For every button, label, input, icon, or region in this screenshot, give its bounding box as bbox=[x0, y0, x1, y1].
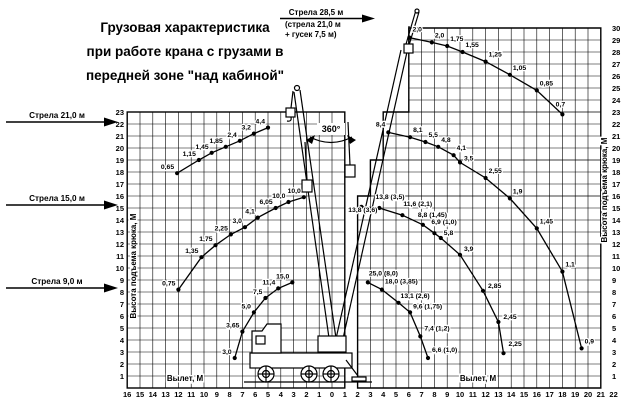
x-tick-left: 11 bbox=[187, 390, 196, 399]
y-tick-left: 13 bbox=[115, 228, 124, 237]
capacity-label: 0,9 bbox=[584, 338, 595, 346]
capacity-label: 11,6 (2,1) bbox=[403, 201, 433, 209]
y-axis-label-left: Высота подъема крюка, М bbox=[129, 213, 138, 319]
capacity-label: 8,8 (1,45) bbox=[417, 211, 447, 219]
x-tick-right: 22 bbox=[609, 390, 618, 399]
capacity-label: 7,5 bbox=[252, 289, 263, 296]
capacity-label: 2,85 bbox=[488, 282, 502, 290]
x-tick-right: 12 bbox=[481, 390, 490, 399]
capacity-label: 18,0 (3,85) bbox=[384, 278, 418, 286]
boom-arrow-1 bbox=[6, 111, 118, 127]
curve-point bbox=[213, 243, 217, 247]
capacity-label: 2,0 bbox=[434, 32, 445, 40]
y-tick-right: 21 bbox=[612, 132, 621, 141]
y-tick-right: 4 bbox=[612, 336, 617, 345]
y-tick-right: 14 bbox=[612, 216, 621, 225]
capacity-label: 0,85 bbox=[539, 80, 554, 88]
y-tick-left: 23 bbox=[115, 108, 124, 117]
y-tick-right: 16 bbox=[612, 192, 621, 201]
x-tick-right: 2 bbox=[355, 390, 360, 399]
curve-point bbox=[175, 171, 179, 175]
tackle-cable bbox=[348, 122, 350, 165]
title-line-2: при работе крана с грузами в bbox=[86, 44, 284, 59]
x-tick-right: 20 bbox=[583, 390, 593, 399]
jib-label-line: + гусек 7,5 м) bbox=[285, 30, 337, 39]
x-tick-left: 12 bbox=[174, 390, 183, 399]
y-tick-right: 3 bbox=[612, 348, 617, 357]
curve-point bbox=[418, 334, 422, 338]
capacity-label: 6,6 (1,0) bbox=[432, 347, 458, 354]
boom-arrow-label: Стрела 21,0 м bbox=[29, 111, 85, 120]
hook-block bbox=[286, 108, 295, 117]
curve-point bbox=[233, 356, 237, 360]
rotation-label: 360° bbox=[321, 124, 341, 134]
curve-point bbox=[560, 112, 564, 116]
capacity-label: 3,9 bbox=[464, 245, 474, 253]
x-axis-label-left: Вылет, М bbox=[166, 374, 204, 383]
x-tick-right: 18 bbox=[558, 390, 567, 399]
boom-arrow-3 bbox=[6, 277, 118, 293]
x-tick-right: 1 bbox=[342, 390, 347, 399]
swing-arc bbox=[310, 137, 352, 143]
tackle-block bbox=[345, 165, 355, 177]
boom-arrow-head bbox=[104, 284, 118, 293]
y-tick-right: 28 bbox=[612, 48, 621, 57]
y-tick-right: 11 bbox=[612, 252, 620, 261]
y-tick-left: 3 bbox=[119, 348, 124, 357]
y-tick-left: 1 bbox=[119, 372, 124, 381]
y-tick-left: 8 bbox=[119, 288, 124, 297]
curve-point bbox=[240, 330, 244, 334]
y-tick-left: 12 bbox=[115, 240, 124, 249]
curve-point bbox=[252, 132, 256, 136]
curve-point bbox=[421, 223, 425, 227]
curve-point bbox=[380, 288, 384, 292]
y-tick-right: 15 bbox=[612, 204, 621, 213]
curve-point bbox=[452, 153, 456, 157]
curve-point bbox=[445, 44, 449, 48]
curve-point bbox=[286, 200, 290, 204]
labels-layer bbox=[6, 8, 621, 399]
y-tick-right: 10 bbox=[612, 264, 621, 273]
y-tick-right: 5 bbox=[612, 324, 617, 333]
curve-point bbox=[266, 126, 270, 130]
curve-point bbox=[243, 225, 247, 229]
capacity-label: 1,35 bbox=[185, 248, 199, 256]
jib-label-line: (стрела 21,0 м bbox=[285, 20, 341, 29]
curve-point bbox=[496, 320, 500, 324]
curve-point bbox=[426, 356, 430, 360]
y-tick-right: 27 bbox=[612, 60, 621, 69]
title-line-1: Грузовая характеристика bbox=[100, 20, 270, 35]
capacity-label: 1,9 bbox=[512, 188, 523, 196]
y-tick-left: 7 bbox=[119, 300, 124, 309]
capacity-label: 3,5 bbox=[464, 155, 474, 163]
curve-point bbox=[229, 232, 233, 236]
capacity-label: 25,0 (8,0) bbox=[368, 270, 398, 278]
curve-point bbox=[535, 88, 539, 92]
curve-point bbox=[396, 301, 400, 305]
capacity-label: 9,6 (1,75) bbox=[413, 303, 443, 311]
y-tick-right: 9 bbox=[612, 276, 617, 285]
y-tick-left: 15 bbox=[115, 204, 124, 213]
x-axis-label-right: Вылет, М bbox=[459, 374, 497, 383]
curve-point bbox=[408, 310, 412, 314]
curve-point bbox=[430, 40, 434, 44]
capacity-label: 1,45 bbox=[539, 218, 554, 226]
y-tick-left: 14 bbox=[115, 216, 124, 225]
x-tick-left: 8 bbox=[227, 390, 232, 399]
boom-right-chord bbox=[340, 52, 407, 352]
x-tick-left: 5 bbox=[265, 390, 271, 399]
capacity-label: 8,4 bbox=[375, 121, 386, 129]
capacity-label: 5,5 bbox=[428, 132, 438, 139]
y-tick-right: 22 bbox=[612, 120, 621, 129]
capacity-label: 15,0 bbox=[276, 273, 290, 281]
x-tick-right: 15 bbox=[519, 390, 529, 399]
capacity-label: 1,1 bbox=[565, 261, 575, 269]
curve-point bbox=[238, 139, 242, 143]
capacity-label: 1,25 bbox=[488, 51, 502, 59]
y-tick-left: 21 bbox=[115, 132, 124, 141]
capacity-label: 0,7 bbox=[555, 101, 566, 109]
x-tick-right: 17 bbox=[545, 390, 554, 399]
left-grid-border bbox=[127, 112, 345, 388]
x-tick-right: 13 bbox=[494, 390, 503, 399]
y-tick-right: 30 bbox=[612, 24, 621, 33]
y-tick-right: 26 bbox=[612, 72, 621, 81]
curve-point bbox=[400, 213, 404, 217]
curve-point bbox=[436, 145, 440, 149]
capacity-label: 2,55 bbox=[488, 168, 502, 175]
y-tick-left: 10 bbox=[115, 264, 124, 273]
capacity-label: 1,05 bbox=[512, 64, 527, 72]
crane-turret bbox=[318, 336, 346, 352]
x-tick-left: 7 bbox=[240, 390, 245, 399]
capacity-label: 13,8 (3,6) bbox=[348, 207, 378, 214]
curves-layer bbox=[161, 27, 594, 361]
curve-point bbox=[386, 130, 390, 134]
x-tick-right: 6 bbox=[406, 390, 411, 399]
curve-point bbox=[407, 36, 411, 40]
y-tick-left: 20 bbox=[115, 144, 124, 153]
y-tick-left: 6 bbox=[119, 312, 124, 321]
x-tick-right: 11 bbox=[468, 390, 477, 399]
y-tick-left: 5 bbox=[119, 324, 124, 333]
curve-boom-9m-right bbox=[366, 270, 458, 360]
y-tick-right: 12 bbox=[612, 240, 621, 249]
x-tick-right: 3 bbox=[368, 390, 373, 399]
capacity-label: 3,65 bbox=[226, 322, 240, 330]
capacity-label: 8,1 bbox=[413, 127, 423, 135]
curve-point bbox=[256, 216, 260, 220]
capacity-label: 13,8 (3,5) bbox=[375, 193, 405, 201]
x-tick-left: 14 bbox=[148, 390, 157, 399]
x-tick-right: 16 bbox=[532, 390, 541, 399]
x-tick-left: 2 bbox=[304, 390, 309, 399]
curve-point bbox=[176, 288, 180, 292]
x-tick-right: 9 bbox=[445, 390, 450, 399]
y-tick-left: 11 bbox=[116, 252, 124, 261]
y-tick-right: 6 bbox=[612, 312, 617, 321]
y-tick-right: 7 bbox=[612, 300, 617, 309]
x-tick-right: 8 bbox=[432, 390, 437, 399]
curve-point bbox=[197, 158, 201, 162]
curve-point bbox=[439, 236, 443, 240]
jib-label bbox=[280, 8, 375, 39]
y-tick-right: 8 bbox=[612, 288, 617, 297]
capacity-label: 1,85 bbox=[209, 137, 223, 145]
curve-point bbox=[458, 160, 462, 164]
curve-point bbox=[484, 60, 488, 64]
curve-point bbox=[535, 226, 539, 230]
x-tick-left: 6 bbox=[253, 390, 258, 399]
capacity-label: 13,1 (2,6) bbox=[400, 292, 430, 300]
capacity-label: 11,4 bbox=[262, 279, 276, 287]
curve-point bbox=[560, 270, 564, 274]
capacity-label: 1,45 bbox=[195, 143, 209, 151]
outrigger-pad bbox=[352, 377, 366, 381]
truck-wheel bbox=[301, 366, 317, 382]
capacity-label: 2,4 bbox=[227, 131, 237, 139]
x-tick-left: 0 bbox=[329, 390, 335, 399]
capacity-label: 6,05 bbox=[259, 199, 273, 206]
x-tick-left: 1 bbox=[317, 390, 322, 399]
capacity-label: 2,45 bbox=[503, 314, 517, 321]
x-tick-right: 10 bbox=[455, 390, 465, 399]
curve-point bbox=[366, 280, 370, 284]
curve-boom-21m-left bbox=[161, 119, 270, 176]
hook-block bbox=[404, 44, 413, 53]
capacity-label: 3,0 bbox=[222, 349, 232, 356]
curve-point bbox=[302, 195, 306, 199]
capacity-label: 3,0 bbox=[232, 218, 242, 226]
x-tick-right: 21 bbox=[596, 390, 605, 399]
y-tick-left: 16 bbox=[115, 192, 124, 201]
x-tick-right: 4 bbox=[381, 390, 386, 399]
capacity-label: 3,2 bbox=[241, 124, 251, 132]
capacity-label: 1,75 bbox=[199, 236, 213, 244]
curve-point bbox=[423, 140, 427, 144]
y-tick-right: 13 bbox=[612, 228, 621, 237]
x-tick-left: 16 bbox=[123, 390, 132, 399]
curve-point bbox=[199, 255, 203, 259]
y-tick-right: 19 bbox=[612, 156, 621, 165]
x-tick-left: 10 bbox=[199, 390, 209, 399]
capacity-label: 7,4 (1,2) bbox=[424, 325, 450, 333]
capacity-label: 4,8 bbox=[441, 136, 451, 144]
y-tick-right: 20 bbox=[612, 144, 621, 153]
y-tick-left: 19 bbox=[115, 156, 124, 165]
capacity-label: 10,0 bbox=[272, 193, 286, 200]
truck-wheel bbox=[258, 366, 274, 382]
y-tick-right: 2 bbox=[612, 360, 617, 369]
capacity-label: 2,25 bbox=[214, 225, 228, 233]
y-tick-right: 1 bbox=[612, 372, 617, 381]
curve-point bbox=[263, 296, 267, 300]
boom-arrow-label: Стрела 9,0 м bbox=[31, 277, 83, 286]
capacity-label: 2,25 bbox=[508, 341, 522, 349]
capacity-label: 1,75 bbox=[450, 36, 464, 43]
curve-point bbox=[252, 310, 256, 314]
capacity-label: 5,0 bbox=[241, 303, 251, 311]
y-tick-right: 25 bbox=[612, 84, 621, 93]
capacity-label: 1,15 bbox=[182, 151, 196, 158]
y-tick-left: 22 bbox=[115, 120, 124, 129]
curve-point bbox=[458, 253, 462, 257]
y-tick-left: 18 bbox=[115, 168, 124, 177]
x-tick-right: 19 bbox=[571, 390, 580, 399]
capacity-label: 4,4 bbox=[255, 118, 265, 126]
jib-label-line: Стрела 28,5 м bbox=[288, 8, 344, 17]
jib-arrow-head bbox=[362, 15, 375, 23]
x-tick-right: 14 bbox=[507, 390, 516, 399]
capacity-label: 0,65 bbox=[160, 164, 175, 172]
capacity-label: 5,8 bbox=[443, 230, 454, 237]
y-tick-right: 18 bbox=[612, 168, 621, 177]
curve-point bbox=[484, 176, 488, 180]
x-tick-right: 5 bbox=[393, 390, 399, 399]
capacity-label: 4,1 bbox=[245, 208, 255, 216]
capacity-label: 0,75 bbox=[162, 280, 176, 288]
y-tick-right: 29 bbox=[612, 36, 621, 45]
jib-tip-pulley bbox=[415, 9, 419, 13]
boom-arrow-label: Стрела 15,0 м bbox=[29, 194, 85, 203]
y-axis-label-right: Высота подъема крюка, М bbox=[600, 137, 609, 243]
curve-point bbox=[501, 351, 505, 355]
x-tick-left: 3 bbox=[291, 390, 296, 399]
y-tick-right: 24 bbox=[612, 96, 621, 105]
capacity-label: 4,1 bbox=[456, 145, 467, 153]
y-tick-right: 23 bbox=[612, 108, 621, 117]
capacity-label: 1,55 bbox=[465, 42, 479, 49]
boom-right-chord bbox=[333, 50, 401, 352]
curve-point bbox=[580, 346, 584, 350]
y-tick-left: 9 bbox=[119, 276, 124, 285]
x-tick-left: 15 bbox=[135, 390, 145, 399]
curve-point bbox=[408, 135, 412, 139]
left-grid bbox=[127, 112, 345, 388]
x-tick-left: 13 bbox=[161, 390, 170, 399]
y-tick-right: 17 bbox=[612, 180, 621, 189]
y-tick-left: 2 bbox=[119, 360, 124, 369]
curve-point bbox=[274, 206, 278, 210]
x-tick-right: 7 bbox=[419, 390, 424, 399]
tackle-block bbox=[302, 180, 312, 192]
curve-point bbox=[432, 231, 436, 235]
boom-arrow-2 bbox=[6, 194, 118, 210]
curve-point bbox=[508, 73, 512, 77]
curve-point bbox=[460, 50, 464, 54]
y-tick-left: 4 bbox=[119, 336, 124, 345]
x-tick-left: 9 bbox=[214, 390, 219, 399]
boom-left-hoist-cable bbox=[291, 91, 293, 108]
title-line-3: передней зоне "над кабиной" bbox=[85, 68, 285, 83]
curve-point bbox=[210, 151, 214, 155]
capacity-label: 6,9 (1,0) bbox=[431, 219, 457, 227]
curve-point bbox=[508, 196, 512, 200]
curve-point bbox=[224, 145, 228, 149]
curve-point bbox=[377, 206, 381, 210]
curve-point bbox=[290, 280, 294, 284]
x-tick-left: 4 bbox=[278, 390, 283, 399]
capacity-label: 10,0 bbox=[287, 188, 301, 196]
boom-left-tip-pulley bbox=[295, 86, 300, 91]
capacity-label: 2,0 bbox=[412, 26, 422, 34]
curve-point bbox=[481, 289, 485, 293]
hook-icon bbox=[287, 117, 291, 121]
curve-point bbox=[276, 286, 280, 290]
y-tick-left: 17 bbox=[115, 180, 124, 189]
truck-wheel bbox=[323, 366, 339, 382]
